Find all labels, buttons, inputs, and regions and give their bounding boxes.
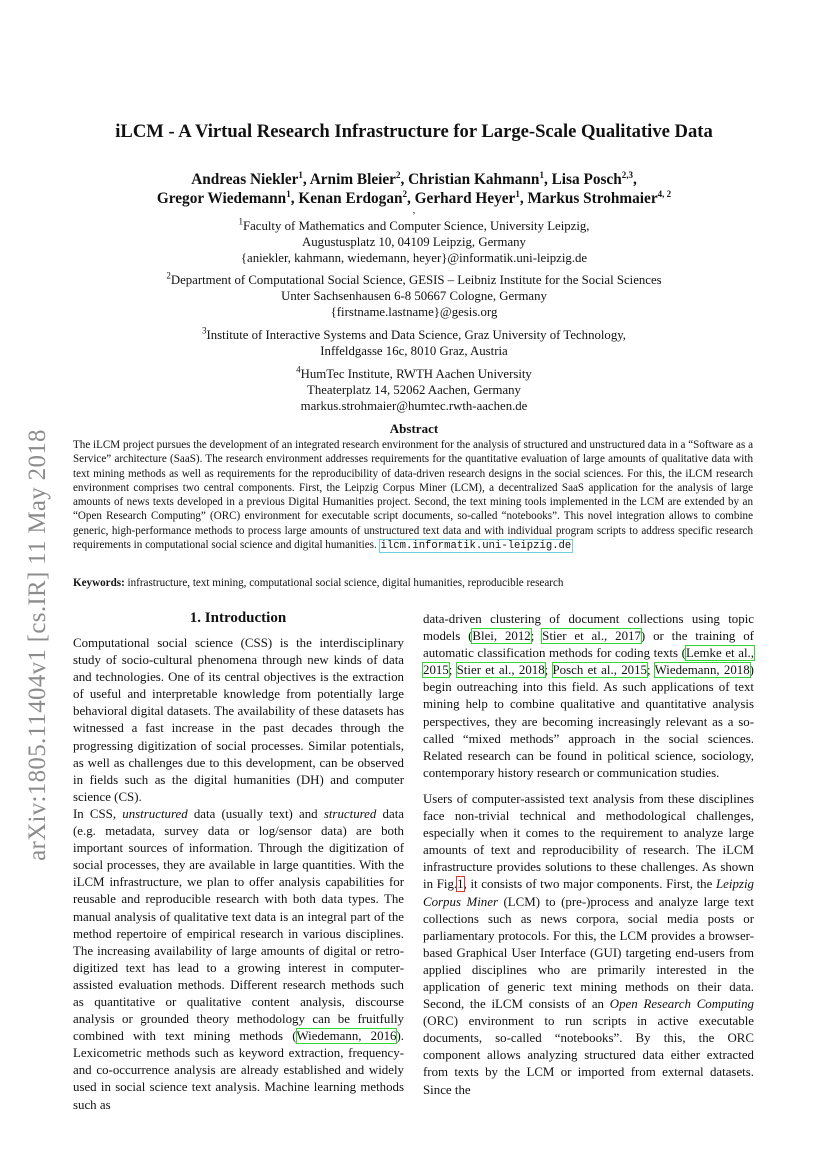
affiliation-email: markus.strohmaier@humtec.rwth-aachen.de [300, 399, 528, 414]
text-run: data-driven clustering of document collections using topic models ( [423, 612, 754, 644]
text-run: In CSS, [73, 806, 123, 821]
text-run: data (e.g. metadata, survey data or log/sensor data) are both important sources of information. Through the digitization of social processes, they are available in large quantities. With the iLCM infrastructure, we plan to offer analysis capabilities for reusable and reproducible research with both data types. The manual analysis of qualitative text data is an integral part of the method repertoire of empirical research in various disciplines. The increasing availability of large amounts of digital or retro-digitized text has lead to a growing interest in computer-assisted evaluation methods. Different research methods such as quantitative or qualitative content analysis, discourse analysis or grounded theory methodology can be fruitfully combined with text mining methods [73, 806, 404, 1044]
keywords-text: infrastructure, text mining, computational social science, digital humanities, reproducible research [124, 577, 564, 589]
citation-link[interactable]: Blei, 2012 [472, 629, 531, 644]
affiliation-line: Inffeldgasse 16c, 8010 Graz, Austria [320, 344, 508, 359]
paragraph [423, 611, 754, 782]
author-separator: , [519, 190, 528, 207]
keywords-label: Keywords: [73, 577, 125, 589]
text-run: ) begin outreaching into this field. As such applications of text mining help to combine qualitative and quantitative analysis perspectives, they are becoming increasingly relevant as a so-called “mixed methods” approach in the social sciences. Related research can be found in political science, sociology, contemporary history research or communication studies. [423, 663, 754, 780]
author-name: Arnim Bleier [309, 171, 396, 188]
affiliation-line: Faculty of Mathematics and Computer Science, University Leipzig, [243, 219, 590, 233]
citation-link[interactable]: Stier et al., 2017 [542, 629, 641, 644]
author-affiliation-mark: 4, 2 [657, 188, 672, 199]
emphasis: structured [323, 806, 377, 821]
arxiv-identifier-stamp: arXiv:1805.11404v1 [cs.IR] 11 May 2018 [24, 429, 51, 861]
affiliation-line: Unter Sachsenhausen 6-8 50667 Cologne, Germany [281, 289, 547, 304]
left-column [73, 635, 404, 1114]
author-affiliation-mark: 2 [395, 169, 401, 180]
affiliation-email: {firstname.lastname}@gesis.org [330, 305, 498, 320]
author-list [0, 170, 828, 214]
paragraph: Computational social science (CSS) is the interdisciplinary study of socio-cultural phenomena through new kinds of data and technologies. One of its central objectives is the extraction of useful and interpretable knowledge from potentially large behavioral digital datasets. The availability of these datasets has witnessed a fast increase in the past decades through the progressing digitization of social processes. Similar potentials, as well as challenges due to this development, can be observed in fields such as the digital humanities (DH) and computer science (CS). [73, 636, 404, 804]
author-name: Andreas Niekler [191, 171, 299, 188]
paragraph [423, 791, 754, 1099]
emphasis: Open Research Computing [609, 997, 754, 1012]
author-separator: , [406, 190, 415, 207]
project-url-link[interactable]: ilcm.informatik.uni-leipzig.de [380, 540, 572, 553]
text-run: ; [448, 663, 457, 678]
author-separator: , [543, 171, 552, 188]
author-separator: , [632, 171, 637, 188]
author-name: Kenan Erdogan [298, 190, 403, 207]
text-run: (LCM) to (pre-)process and analyze large text collections such as news corpora, social media posts or parliamentary protocols. For this, the LCM provides a browser-based Graphical User Interface (GUI) targeting end-users from applied disciplines who are primarily interested in the application of generic text mining methods on their data. Second, the iLCM consists of an [423, 894, 754, 1012]
author-separator: , [302, 171, 310, 188]
emphasis: unstructured [122, 806, 188, 821]
citation-link[interactable]: Wiedemann, 2016 [296, 1029, 397, 1044]
affiliation-1 [0, 218, 828, 267]
author-separator: , [400, 171, 409, 188]
affiliation-mark: 1 [238, 216, 243, 227]
stray-comma-mark: , [412, 205, 416, 216]
author-name: Christian Kahmann [408, 171, 540, 188]
author-affiliation-mark: 2 [402, 188, 407, 199]
citation-link[interactable]: Lemke et al., 2015 [423, 646, 754, 678]
affiliation-line: HumTec Institute, RWTH Aachen University [300, 367, 532, 381]
author-affiliation-mark: 1 [298, 169, 303, 180]
abstract-heading: Abstract [389, 421, 439, 436]
affiliation-3 [0, 327, 828, 359]
emphasis: Leipzig Corpus Miner [423, 877, 754, 909]
text-run: ; [544, 663, 553, 678]
paragraph: In CSS, unstructured data (usually text) and structured data (e.g. metadata, survey data or log/sensor data) are both important sources of information. Through the digitization of social processes, they are available in large quantities. With the iLCM infrastructure, we plan to offer analysis capabilities for reusable and reproducible research with both data types. The manual analysis of qualitative text data is an integral part of the method repertoire of empirical research in various disciplines. The increasing availability of large amounts of digital or retro-digitized text has lead to a growing interest in computer-assisted evaluation methods. Different research methods such as quantitative or qualitative content analysis, discourse analysis or grounded theory methodology can be fruitfully combined with text mining methods (Wiedemann, 2016). Lexicometric methods such as keyword extraction, frequency- and co-occurrence analysis are already established and widely used in social science text analysis. Machine learning methods such as [73, 806, 404, 1112]
text-run: . Lexicometric methods such as keyword extraction, frequency- and co-occurrence analysis are already established and widely used in social science text analysis. Machine learning methods such as [73, 1029, 404, 1112]
text-run: (ORC) environment to run scripts in active executable documents, so-called “notebooks”. By this, the ORC component allows analyzing structured data either extracted from texts by the LCM or imported from external datasets. Since the [423, 1014, 754, 1097]
author-affiliation-mark: 1 [286, 188, 291, 199]
citation-link[interactable]: Wiedemann, 2018 [654, 663, 750, 678]
author-affiliation-mark: 2,3 [621, 169, 633, 180]
text-run: ; [646, 663, 655, 678]
affiliation-line: Theaterplatz 14, 52062 Aachen, Germany [307, 383, 521, 398]
author-affiliation-mark: 1 [515, 188, 520, 199]
affiliation-mark: 2 [166, 270, 171, 281]
author-name: Gerhard Heyer [414, 190, 516, 207]
text-run: ; [530, 629, 543, 644]
right-column [423, 611, 754, 1099]
author-separator: , [290, 190, 299, 207]
affiliation-line: Department of Computational Social Science, GESIS – Leibniz Institute for the Social Sciences [170, 273, 662, 287]
author-name: Lisa Posch [551, 171, 622, 188]
author-affiliation-mark: 1 [539, 169, 544, 180]
text-run: data (usually text) and [187, 806, 324, 821]
affiliation-4 [0, 366, 828, 415]
author-name: Gregor Wiedemann [156, 190, 287, 207]
figure-reference-link[interactable]: 1 [457, 877, 464, 892]
abstract-text: The iLCM project pursues the development of an integrated research environment for the analysis of structured and unstructured data in a “Software as a Service” architecture (SaaS). The research environment addresses requirements for the quantitative evaluation of large amounts of qualitative data with text mining methods as well as requirements for the reproducibility of data-driven research designs in the social sciences. For this, the iLCM research environment comprises two central components. First, the Leipzig Corpus Miner (LCM), a decentralized SaaS application for the analysis of large amounts of news texts developed in a previous Digital Humanities project. Second, the text mining tools implemented in the LCM are extended by an “Open Research Computing” (ORC) environment for executable script documents, so-called “notebooks”. This novel integration allows to combine generic, high-performance methods to process large amounts of unstructured text data and with individual program scripts to address specific research requirements in computational social science and digital humanities. [73, 439, 753, 552]
affiliation-line: Institute of Interactive Systems and Data Science, Graz University of Technology, [206, 328, 626, 342]
text-run: Users of computer-assisted text analysis from these disciplines face non-trivial technical and methodological challenges, especially when it comes to the requirement to analyze large amounts of text and reproducibility of research. The iLCM infrastructure provides solutions to these challenges. As shown in Fig. [423, 791, 754, 892]
section-heading-introduction: 1. Introduction [189, 610, 287, 626]
keywords-line [73, 576, 753, 590]
paper-title: iLCM - A Virtual Research Infrastructure for Large-Scale Qualitative Data [115, 121, 713, 142]
affiliation-email: {aniekler, kahmann, wiedemann, heyer}@informatik.uni-leipzig.de [240, 251, 588, 266]
text-run: , it consists of two major components. First, the [463, 877, 717, 892]
affiliation-mark: 3 [202, 325, 207, 336]
citation-link[interactable]: Posch et al., 2015 [552, 663, 647, 678]
affiliation-line: Augustusplatz 10, 04109 Leipzig, Germany [302, 235, 526, 250]
abstract-body [73, 438, 753, 553]
text-run: ) or the training of automatic classification methods for coding texts ( [423, 629, 754, 661]
author-name: Markus Strohmaier [527, 190, 658, 207]
affiliation-mark: 4 [296, 364, 301, 375]
citation-link[interactable]: Stier et al., 2018 [456, 663, 545, 678]
affiliation-2 [0, 272, 828, 321]
author-line-1 [0, 170, 828, 189]
